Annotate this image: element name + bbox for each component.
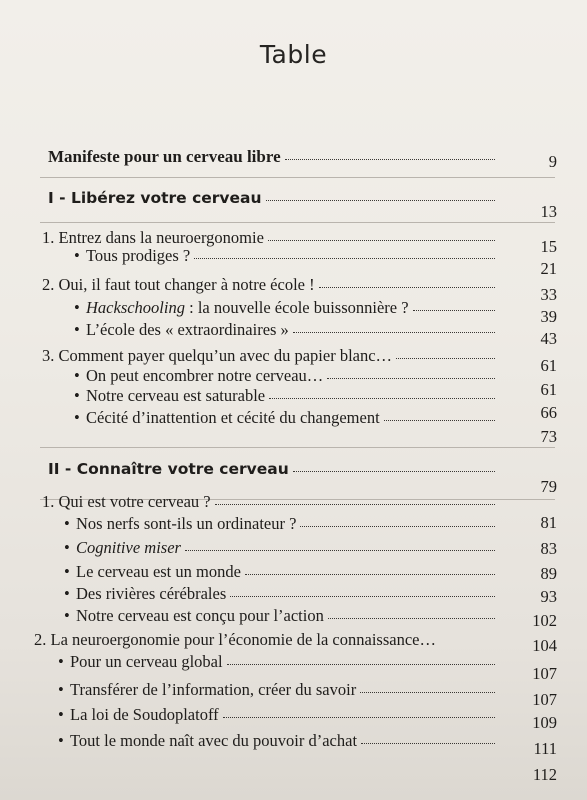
toc-entry-text: • Hackschooling : la nouvelle école buissonnière ?	[74, 298, 409, 317]
toc-entry-chapter	[42, 346, 498, 366]
toc-entry-text: • Notre cerveau est saturable	[74, 386, 266, 405]
toc-entry-chapter	[42, 492, 498, 512]
dot-leader	[227, 664, 495, 665]
toc-entry-text: • Nos nerfs sont-ils un ordinateur ?	[64, 514, 297, 533]
dot-leader	[266, 200, 495, 201]
toc-page-number: 15	[540, 237, 557, 256]
toc-entry-sub	[74, 408, 498, 428]
toc-entry-text: • La loi de Soudoplatoff	[58, 705, 219, 724]
dot-leader	[293, 332, 495, 333]
toc-entry-text: II - Connaître votre cerveau	[48, 460, 289, 478]
toc-entry-sub	[74, 246, 498, 266]
dot-leader	[319, 287, 495, 288]
toc-page-number: 81	[540, 513, 557, 532]
toc-entry-text: 3. Comment payer quelqu’un avec du papier blanc…	[42, 346, 393, 365]
toc-entry-text: • Pour un cerveau global	[58, 652, 223, 671]
toc-page-number: 13	[540, 202, 557, 221]
toc-page-number: 66	[540, 403, 557, 422]
toc-page-number: 61	[540, 356, 557, 375]
toc-entry-sub	[58, 680, 498, 700]
toc-entry-text: • Tous prodiges ?	[74, 246, 191, 265]
toc-entry-sub	[64, 514, 498, 534]
toc-page-number: 73	[540, 427, 557, 446]
toc-entry-text: 2. La neuroergonomie pour l’économie de la connaissance…	[34, 630, 436, 649]
toc-page-number: 9	[548, 152, 557, 171]
dot-leader	[413, 310, 495, 311]
toc-entry-sub	[58, 705, 498, 725]
toc-entry-text: 1. Qui est votre cerveau ?	[42, 492, 211, 511]
divider	[40, 222, 555, 223]
dot-leader	[230, 596, 495, 597]
toc-entry-text: • Tout le monde naît avec du pouvoir d’achat	[58, 731, 358, 750]
toc-entry-text: 2. Oui, il faut tout changer à notre école !	[42, 275, 315, 294]
toc-entry-text: • Des rivières cérébrales	[64, 584, 227, 603]
toc-entry-sub	[74, 386, 498, 406]
toc-entry-text: • On peut encombrer notre cerveau…	[74, 366, 324, 385]
toc-page-number: 21	[540, 259, 557, 278]
dot-leader	[300, 526, 495, 527]
toc-entry-manifeste	[48, 147, 498, 167]
toc-page-number: 83	[540, 539, 557, 558]
toc-entry-text: 1. Entrez dans la neuroergonomie	[42, 228, 264, 247]
toc-page-number: 111	[533, 739, 557, 758]
dot-leader	[361, 743, 495, 744]
toc-entry-chapter	[34, 630, 498, 650]
toc-page-number: 109	[532, 713, 557, 732]
toc-entry-sub	[64, 606, 498, 626]
dot-leader	[268, 240, 495, 241]
page-title: Table	[259, 40, 328, 69]
toc-page-number: 107	[532, 690, 557, 709]
toc-page-number: 79	[540, 477, 557, 496]
toc-entry-text: • Notre cerveau est conçu pour l’action	[64, 606, 324, 625]
dot-leader	[360, 692, 495, 693]
dot-leader	[328, 618, 495, 619]
toc-entry-text: • Le cerveau est un monde	[64, 562, 241, 581]
toc-entry-sub	[74, 298, 498, 318]
toc-entry-sub	[58, 731, 498, 751]
toc-entry-sub	[74, 366, 498, 386]
toc-page-number: 102	[532, 611, 557, 630]
dot-leader	[269, 398, 495, 399]
toc-entry-chapter	[42, 275, 498, 295]
dot-leader	[185, 550, 495, 551]
divider	[40, 177, 555, 178]
toc-entry-sub	[58, 652, 498, 672]
dot-leader	[293, 471, 495, 472]
toc-page-number: 39	[540, 307, 557, 326]
toc-entry-sub	[64, 562, 498, 582]
toc-entry-chapter	[42, 228, 498, 248]
dot-leader	[384, 420, 495, 421]
toc-page-number: 33	[540, 285, 557, 304]
dot-leader	[285, 159, 495, 160]
toc-entry-text: • Transférer de l’information, créer du savoir	[58, 680, 357, 699]
toc-entry-sub	[74, 320, 498, 340]
toc-page-number: 61	[540, 380, 557, 399]
toc-entry-sub	[64, 538, 498, 558]
dot-leader	[223, 717, 495, 718]
toc-part-1	[48, 188, 498, 208]
toc-page-number: 89	[540, 564, 557, 583]
toc-entry-text: • L’école des « extraordinaires »	[74, 320, 289, 339]
dot-leader	[215, 504, 495, 505]
toc-entry-text: • Cognitive miser	[64, 538, 181, 557]
toc-page-number: 112	[532, 765, 557, 784]
toc-entry-text: Manifeste pour un cerveau libre	[48, 147, 281, 166]
dot-leader	[327, 378, 495, 379]
toc-entry-text: I - Libérez votre cerveau	[48, 189, 262, 207]
toc-page-number: 107	[532, 664, 557, 683]
toc-entry-text: • Cécité d’inattention et cécité du changement	[74, 408, 380, 427]
toc-page-number: 43	[540, 329, 557, 348]
toc-part-2	[48, 459, 498, 479]
dot-leader	[245, 574, 495, 575]
dot-leader	[396, 358, 495, 359]
toc-entry-sub	[64, 584, 498, 604]
toc-page-number: 93	[540, 587, 557, 606]
toc-page-number: 104	[532, 636, 557, 655]
dot-leader	[194, 258, 495, 259]
divider	[40, 447, 555, 448]
